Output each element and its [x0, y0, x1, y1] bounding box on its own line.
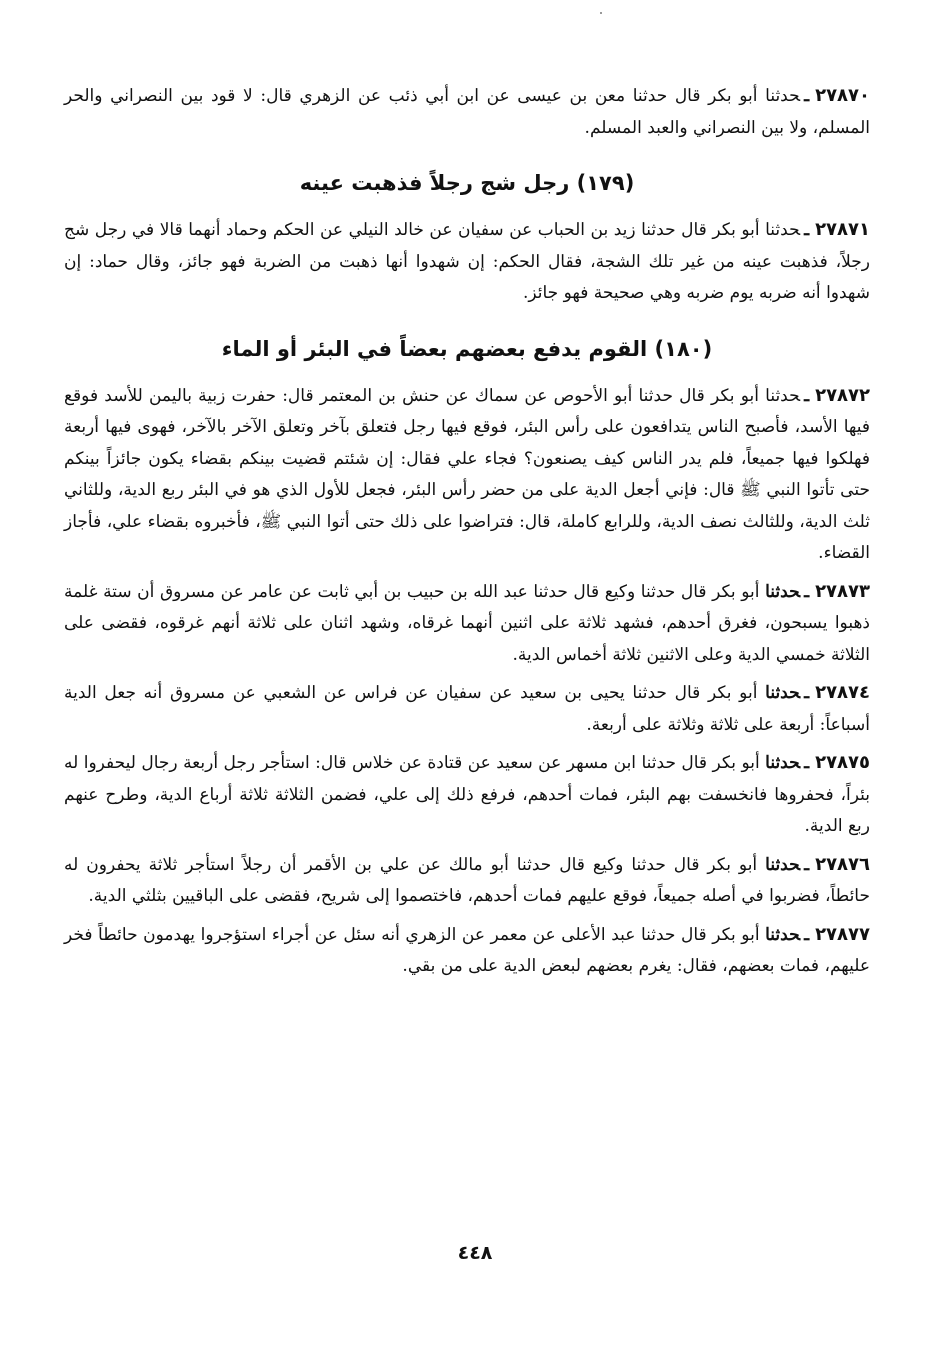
hadith-text: أبو بكر قال حدثنا زيد بن الحباب عن سفيان عن خالد النيلي عن الحكم وحماد أنهما قالا في رجل شج رجلاً، فذهبت عينه من غير تلك الشجة، فقال الحكم: إن شهدوا أنها ذهبت من الضربة فهو جائز، وقال حماد: إن شهدوا أنه ضربه يوم ضربه وهي صحيحة فهو جائز.: [64, 220, 870, 303]
dash: ـ: [804, 385, 810, 406]
hadith-text: أبو بكر قال حدثنا وكيع قال حدثنا عبد الله بن حبيب بن أبي ثابت عن عامر عن مسروق أن ستة غلمة ذهبوا يسبحون، فغرق أحدهم، فشهد ثلاثة على اثنين أنهما غرقاه، وشهد اثنان على ثلاثة أنهم غرقوه، فقضى على الثلاثة خمسي الدية وعلى الاثنين ثلاثة أخماس الدية.: [64, 581, 870, 665]
hadith-paragraph: [64, 747, 870, 843]
page-body: [64, 80, 870, 989]
hadith-number: ٢٧٨٧٤: [815, 682, 871, 703]
page-number: ٤٤٨: [457, 1242, 493, 1264]
hadith-number: ٢٧٨٧٧: [815, 923, 870, 945]
hadith-text: أبو بكر قال حدثنا يحيى بن سعيد عن سفيان عن فراس عن الشعبي عن مسروق أنه جعل الدية أسباعاً: أربعة على ثلاثة وثلاثة على أربعة.: [64, 683, 870, 735]
hadith-lead: حدثنا: [765, 924, 801, 945]
dash: ـ: [804, 581, 810, 602]
hadith-number: ٢٧٨٧٢: [815, 384, 871, 406]
hadith-lead: حدثنا: [765, 683, 801, 703]
hadith-text: أبو بكر قال حدثنا أبو الأحوص عن سماك عن حنش بن المعتمر قال: حفرت زبية باليمن للأسد فوقع فيها الأسد، فأصبح الناس يتدافعون على رأس البئر، فوقع فيها رجل فتعلق بآخر وتعلق الآخر بالآخر، فهوى فيها أربعة فهلكوا فيها جميعاً، فلم يدر الناس كيف يصنعون؟ فجاء علي فقال: إن شئتم قضيت بينكم بقضاء يكون جائزاً بينكم حتى تأتوا النبي ﷺ قال: فإني أجعل الدية على من حضر رأس البئر، فجعل للأول الذي هو في البئر ربع الدية، وللثاني ثلث الدية، وللثالث نصف الدية، وللرابع كاملة، قال: فتراضوا على ذلك حتى أتوا النبي ﷺ، فأخبروه بقضاء علي، فأجاز القضاء.: [64, 385, 870, 563]
hadith-text: حدثنا: [765, 86, 801, 106]
hadith-text: أبو بكر قال حدثنا ابن مسهر عن سعيد عن قتادة عن خلاس قال: استأجر رجل أربعة رجال ليحفروا له بئراً، فحفروها فانخسفت بهم البئر، فمات أحدهم، فرفع ذلك إلى علي، فضمن الثلاثة ثلاثة أرباع الدية، وطرح عنهم ربع الدية.: [64, 753, 870, 836]
hadith-text: أبو بكر قال حدثنا معن بن عيسى عن ابن أبي ذئب عن الزهري قال: لا قود بين النصراني والحر المسلم، ولا بين النصراني والعبد المسلم.: [64, 86, 870, 138]
hadith-number: ٢٧٨٧٦: [815, 853, 871, 875]
dash: ـ: [804, 683, 810, 703]
dash: ـ: [804, 924, 810, 945]
hadith-paragraph: [64, 576, 870, 672]
hadith-text: أبو بكر قال حدثنا وكيع قال حدثنا أبو مالك عن علي بن الأقمر أن رجلاً استأجر ثلاثة يحفرون له حائطاً، فضربوا في أصله جميعاً، فوقع عليهم فمات أحدهم، فاختصموا إلى شريح، فقضى على الباقيين بثلثي الدية.: [64, 854, 870, 906]
dash: ـ: [804, 854, 810, 875]
hadith-text: حدثنا: [765, 385, 801, 406]
hadith-number: ٢٧٨٧٠: [815, 85, 871, 106]
hadith-paragraph: [64, 214, 870, 310]
chapter-heading: (١٧٩) رجل شج رجلاً فذهبت عينه: [299, 171, 635, 195]
hadith-lead: حدثنا: [765, 753, 801, 773]
hadith-lead: حدثنا: [765, 581, 801, 602]
dash: ـ: [804, 220, 810, 240]
hadith-paragraph: [64, 380, 870, 570]
hadith-lead: حدثنا: [765, 854, 801, 875]
hadith-text: حدثنا: [765, 220, 801, 240]
hadith-paragraph: [64, 677, 870, 741]
hadith-paragraph: [64, 80, 870, 144]
hadith-number: ٢٧٨٧١: [815, 219, 870, 240]
scan-dot: [600, 12, 602, 14]
hadith-number: ٢٧٨٧٣: [815, 580, 870, 602]
chapter-heading: (١٨٠) القوم يدفع بعضهم بعضاً في البئر أو الماء: [221, 336, 713, 361]
hadith-number: ٢٧٨٧٥: [815, 752, 871, 773]
hadith-text: أبو بكر قال حدثنا عبد الأعلى عن معمر عن الزهري أنه سئل عن أجراء استؤجروا يهدمون حائطاً فخر عليهم، فمات بعضهم، فقال: يغرم بعضهم لبعض الدية على من بقي.: [64, 924, 870, 976]
hadith-paragraph: [64, 919, 870, 983]
dash: ـ: [804, 86, 810, 106]
dash: ـ: [804, 753, 810, 773]
hadith-paragraph: [64, 849, 870, 913]
